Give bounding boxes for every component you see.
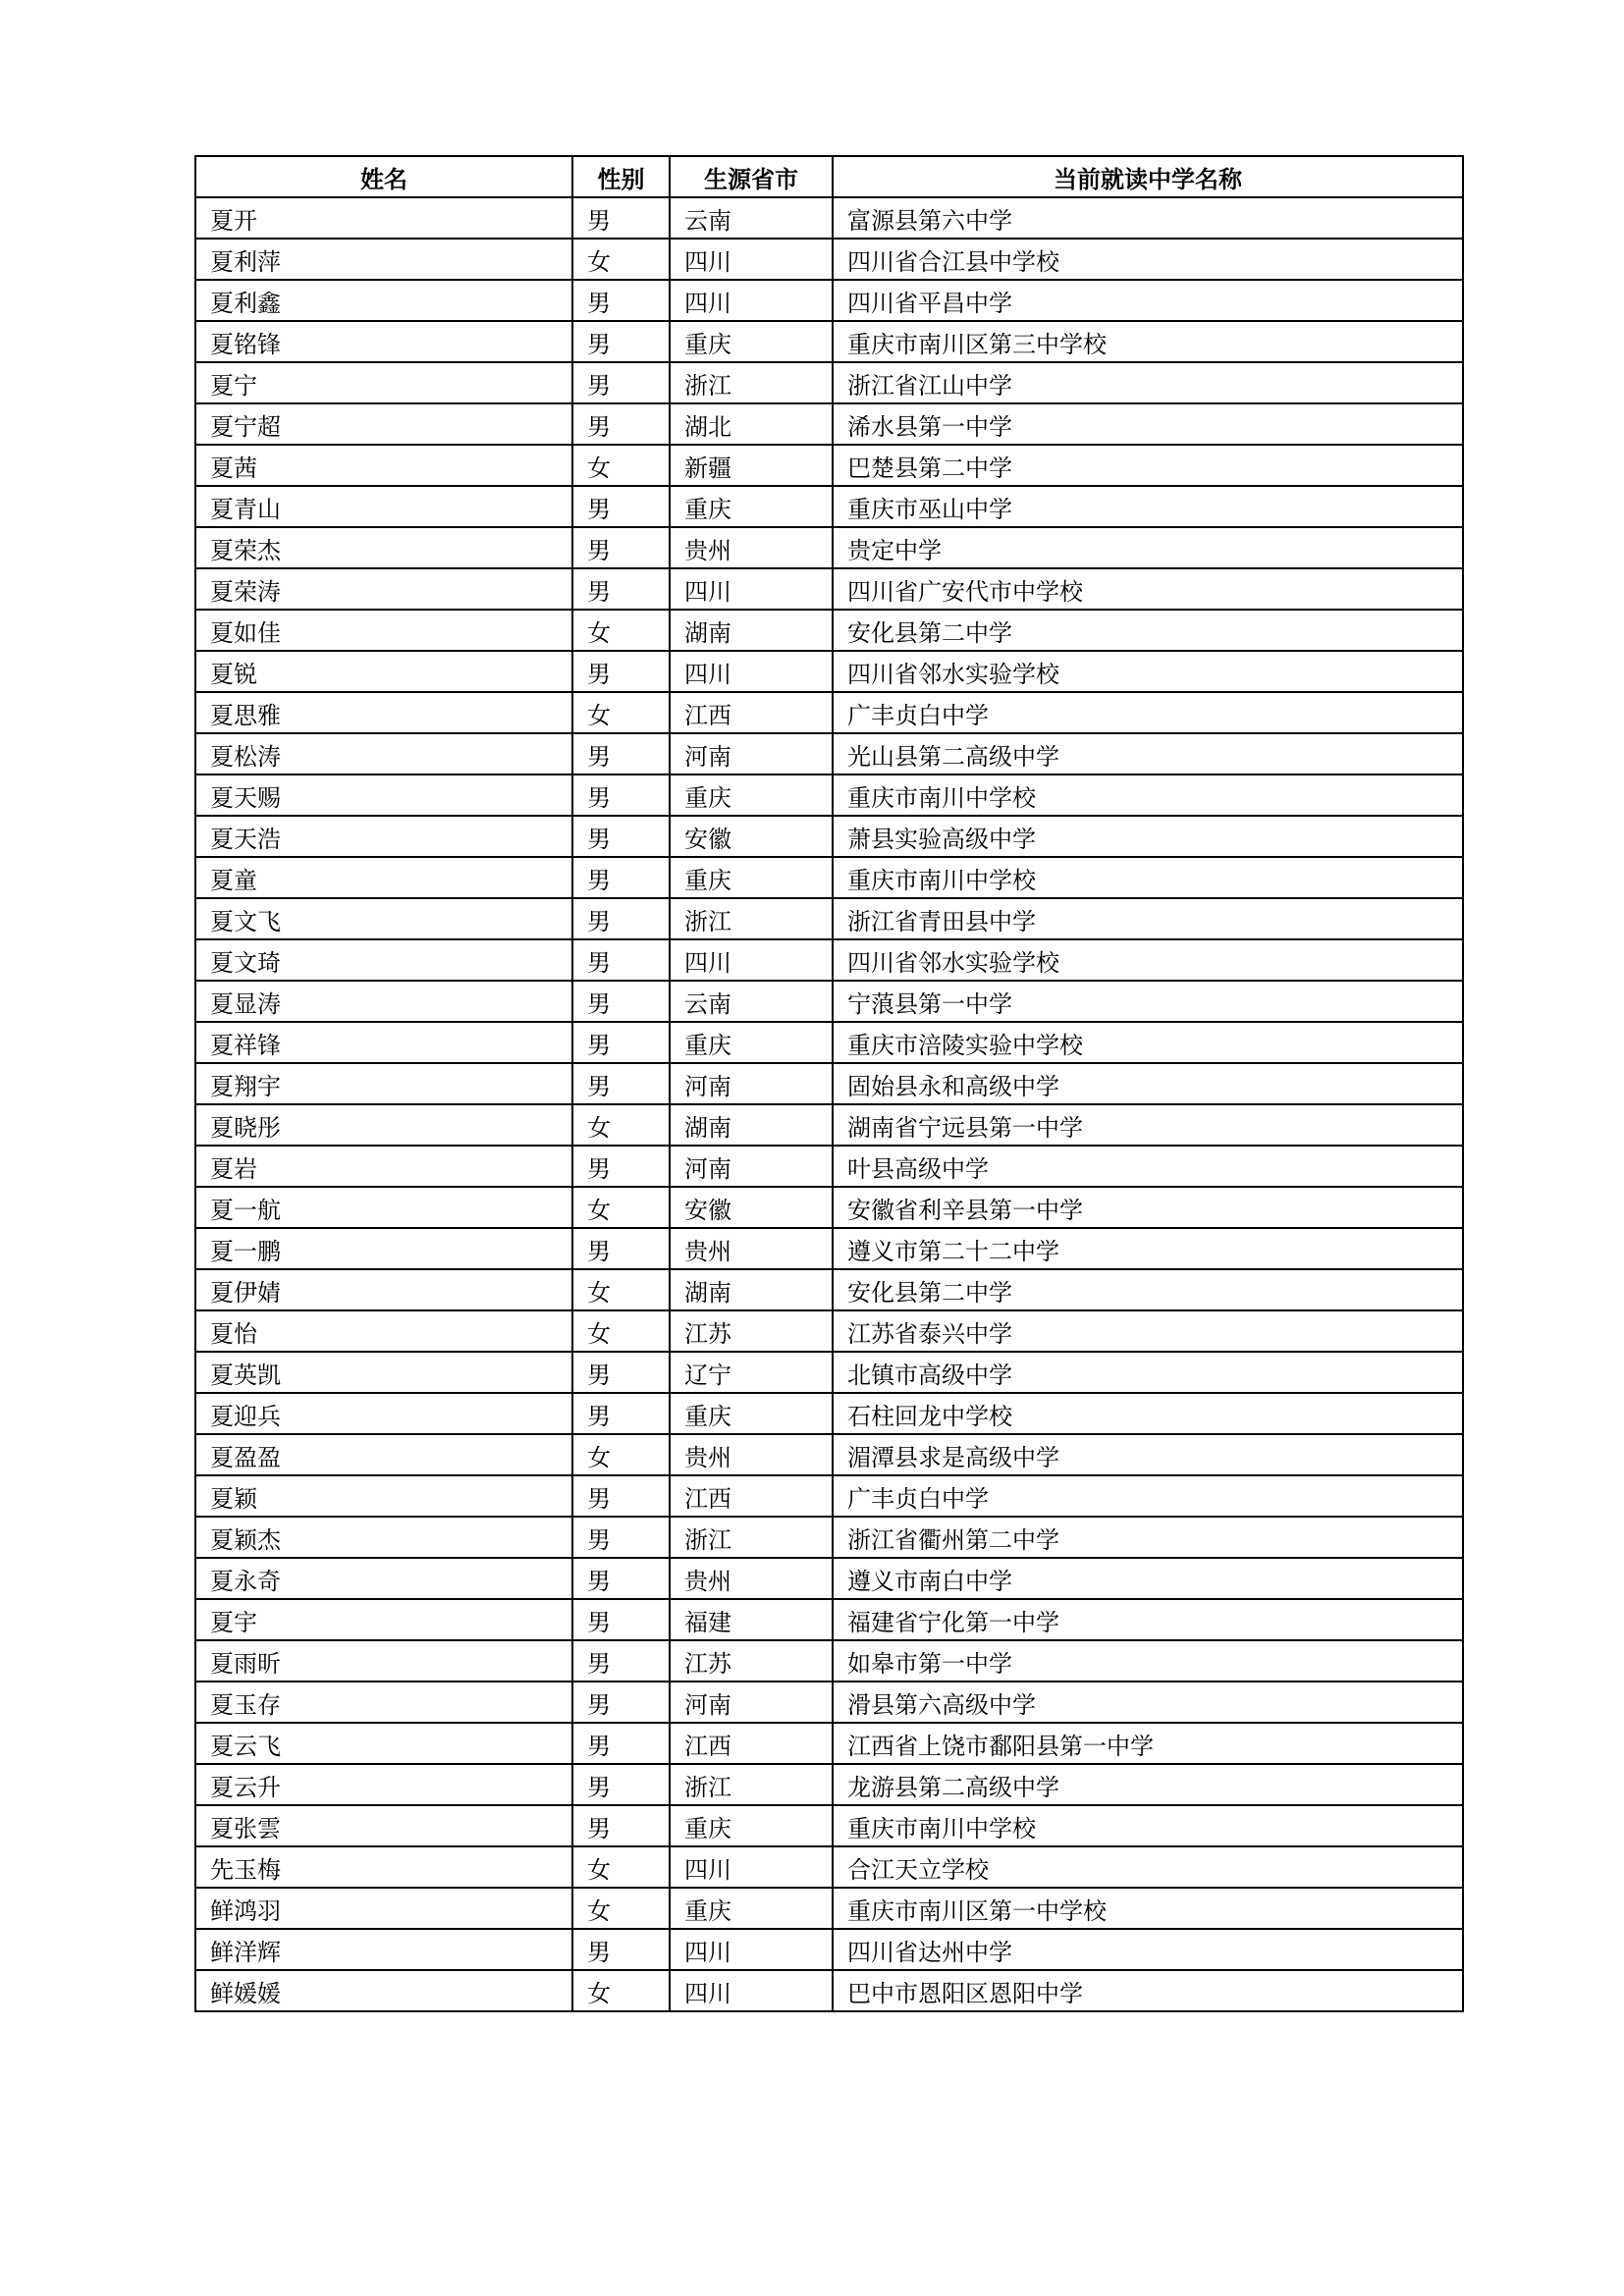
cell-province: 贵州 <box>670 1228 833 1269</box>
cell-gender: 男 <box>572 486 670 527</box>
cell-gender: 男 <box>572 898 670 939</box>
table-row <box>195 1846 1463 1888</box>
cell-school: 石柱回龙中学校 <box>833 1393 1463 1434</box>
cell-school: 重庆市南川中学校 <box>833 774 1463 816</box>
cell-gender: 男 <box>572 1352 670 1393</box>
cell-name: 夏荣杰 <box>195 527 572 568</box>
cell-province: 河南 <box>670 1682 833 1723</box>
table-row <box>195 403 1463 445</box>
cell-gender: 女 <box>572 1187 670 1228</box>
cell-gender: 男 <box>572 1682 670 1723</box>
cell-gender: 女 <box>572 1269 670 1310</box>
cell-school: 广丰贞白中学 <box>833 1475 1463 1517</box>
cell-gender: 男 <box>572 1723 670 1764</box>
cell-province: 重庆 <box>670 486 833 527</box>
cell-gender: 男 <box>572 1805 670 1846</box>
table-row <box>195 981 1463 1022</box>
student-table <box>194 155 1464 2012</box>
cell-name: 夏颖 <box>195 1475 572 1517</box>
cell-province: 湖南 <box>670 1269 833 1310</box>
header-school: 当前就读中学名称 <box>833 156 1463 197</box>
cell-gender: 男 <box>572 939 670 981</box>
cell-province: 湖南 <box>670 1104 833 1146</box>
cell-school: 叶县高级中学 <box>833 1146 1463 1187</box>
cell-province: 江西 <box>670 1723 833 1764</box>
cell-province: 四川 <box>670 568 833 610</box>
cell-gender: 女 <box>572 445 670 486</box>
cell-school: 巴中市恩阳区恩阳中学 <box>833 1970 1463 2011</box>
cell-province: 湖北 <box>670 403 833 445</box>
cell-gender: 男 <box>572 362 670 403</box>
cell-gender: 男 <box>572 651 670 692</box>
table-row <box>195 1104 1463 1146</box>
cell-school: 浙江省衢州第二中学 <box>833 1517 1463 1558</box>
table-row <box>195 1805 1463 1846</box>
cell-province: 重庆 <box>670 1805 833 1846</box>
cell-school: 四川省合江县中学校 <box>833 239 1463 280</box>
table-row <box>195 1352 1463 1393</box>
cell-gender: 男 <box>572 981 670 1022</box>
cell-province: 四川 <box>670 1929 833 1970</box>
cell-name: 夏铭锋 <box>195 321 572 362</box>
table-row <box>195 1764 1463 1805</box>
table-row <box>195 445 1463 486</box>
table-row <box>195 857 1463 898</box>
table-row <box>195 939 1463 981</box>
table-row <box>195 898 1463 939</box>
cell-province: 河南 <box>670 1146 833 1187</box>
cell-school: 福建省宁化第一中学 <box>833 1599 1463 1640</box>
table-row <box>195 733 1463 774</box>
cell-name: 夏张雲 <box>195 1805 572 1846</box>
cell-province: 四川 <box>670 651 833 692</box>
table-row <box>195 651 1463 692</box>
cell-province: 安徽 <box>670 1187 833 1228</box>
cell-school: 四川省邻水实验学校 <box>833 651 1463 692</box>
table-row <box>195 239 1463 280</box>
cell-province: 浙江 <box>670 898 833 939</box>
table-row <box>195 1682 1463 1723</box>
cell-gender: 男 <box>572 1022 670 1063</box>
cell-gender: 男 <box>572 403 670 445</box>
cell-name: 鲜洋辉 <box>195 1929 572 1970</box>
cell-gender: 男 <box>572 1063 670 1104</box>
cell-school: 四川省广安代市中学校 <box>833 568 1463 610</box>
cell-school: 湖南省宁远县第一中学 <box>833 1104 1463 1146</box>
cell-name: 夏思雅 <box>195 692 572 733</box>
table-row <box>195 1393 1463 1434</box>
cell-gender: 男 <box>572 733 670 774</box>
cell-name: 夏天赐 <box>195 774 572 816</box>
cell-name: 夏如佳 <box>195 610 572 651</box>
cell-gender: 男 <box>572 774 670 816</box>
cell-province: 贵州 <box>670 1434 833 1475</box>
table-row <box>195 1146 1463 1187</box>
table-row <box>195 1434 1463 1475</box>
cell-gender: 女 <box>572 239 670 280</box>
table-row <box>195 1310 1463 1352</box>
cell-school: 重庆市涪陵实验中学校 <box>833 1022 1463 1063</box>
table-row <box>195 1269 1463 1310</box>
cell-name: 夏利萍 <box>195 239 572 280</box>
cell-province: 浙江 <box>670 1517 833 1558</box>
cell-province: 重庆 <box>670 321 833 362</box>
cell-school: 广丰贞白中学 <box>833 692 1463 733</box>
cell-gender: 男 <box>572 568 670 610</box>
table-row <box>195 1187 1463 1228</box>
cell-name: 夏迎兵 <box>195 1393 572 1434</box>
table-row <box>195 1063 1463 1104</box>
cell-school: 重庆市南川中学校 <box>833 1805 1463 1846</box>
cell-school: 龙游县第二高级中学 <box>833 1764 1463 1805</box>
cell-gender: 女 <box>572 1846 670 1888</box>
cell-gender: 男 <box>572 1393 670 1434</box>
cell-province: 四川 <box>670 239 833 280</box>
cell-school: 重庆市南川区第三中学校 <box>833 321 1463 362</box>
cell-school: 浠水县第一中学 <box>833 403 1463 445</box>
cell-name: 夏宁 <box>195 362 572 403</box>
cell-school: 重庆市南川区第一中学校 <box>833 1888 1463 1929</box>
table-row <box>195 1888 1463 1929</box>
cell-province: 湖南 <box>670 610 833 651</box>
cell-school: 北镇市高级中学 <box>833 1352 1463 1393</box>
cell-school: 四川省平昌中学 <box>833 280 1463 321</box>
cell-province: 四川 <box>670 1970 833 2011</box>
cell-gender: 男 <box>572 1640 670 1682</box>
cell-name: 夏岩 <box>195 1146 572 1187</box>
table-row <box>195 610 1463 651</box>
cell-province: 四川 <box>670 280 833 321</box>
table-row <box>195 197 1463 239</box>
cell-school: 贵定中学 <box>833 527 1463 568</box>
cell-school: 遵义市南白中学 <box>833 1558 1463 1599</box>
cell-school: 萧县实验高级中学 <box>833 816 1463 857</box>
cell-name: 夏青山 <box>195 486 572 527</box>
cell-province: 云南 <box>670 981 833 1022</box>
cell-gender: 男 <box>572 857 670 898</box>
cell-province: 辽宁 <box>670 1352 833 1393</box>
table-row <box>195 1599 1463 1640</box>
cell-name: 夏天浩 <box>195 816 572 857</box>
cell-province: 重庆 <box>670 1888 833 1929</box>
table-row <box>195 774 1463 816</box>
table-row <box>195 1558 1463 1599</box>
cell-gender: 男 <box>572 816 670 857</box>
cell-name: 夏伊婧 <box>195 1269 572 1310</box>
cell-gender: 男 <box>572 197 670 239</box>
cell-school: 安徽省利辛县第一中学 <box>833 1187 1463 1228</box>
cell-school: 合江天立学校 <box>833 1846 1463 1888</box>
cell-gender: 男 <box>572 321 670 362</box>
table-row <box>195 568 1463 610</box>
cell-gender: 女 <box>572 1310 670 1352</box>
cell-gender: 男 <box>572 1228 670 1269</box>
table-row <box>195 362 1463 403</box>
cell-province: 重庆 <box>670 1393 833 1434</box>
cell-school: 固始县永和高级中学 <box>833 1063 1463 1104</box>
cell-name: 夏宇 <box>195 1599 572 1640</box>
cell-school: 安化县第二中学 <box>833 610 1463 651</box>
cell-school: 浙江省青田县中学 <box>833 898 1463 939</box>
cell-name: 夏怡 <box>195 1310 572 1352</box>
cell-province: 河南 <box>670 1063 833 1104</box>
cell-province: 四川 <box>670 1846 833 1888</box>
cell-name: 夏一鹏 <box>195 1228 572 1269</box>
cell-gender: 男 <box>572 1929 670 1970</box>
cell-school: 遵义市第二十二中学 <box>833 1228 1463 1269</box>
cell-name: 夏文飞 <box>195 898 572 939</box>
cell-name: 夏翔宇 <box>195 1063 572 1104</box>
table-row <box>195 486 1463 527</box>
cell-school: 江苏省泰兴中学 <box>833 1310 1463 1352</box>
cell-school: 如皋市第一中学 <box>833 1640 1463 1682</box>
cell-school: 光山县第二高级中学 <box>833 733 1463 774</box>
cell-name: 夏锐 <box>195 651 572 692</box>
cell-name: 夏祥锋 <box>195 1022 572 1063</box>
cell-name: 夏云飞 <box>195 1723 572 1764</box>
cell-gender: 女 <box>572 610 670 651</box>
cell-gender: 女 <box>572 1434 670 1475</box>
table-row <box>195 527 1463 568</box>
cell-province: 四川 <box>670 939 833 981</box>
cell-province: 重庆 <box>670 857 833 898</box>
cell-gender: 男 <box>572 1764 670 1805</box>
cell-school: 四川省邻水实验学校 <box>833 939 1463 981</box>
cell-province: 河南 <box>670 733 833 774</box>
table-row <box>195 1640 1463 1682</box>
cell-name: 鲜鸿羽 <box>195 1888 572 1929</box>
cell-province: 浙江 <box>670 362 833 403</box>
cell-name: 夏童 <box>195 857 572 898</box>
cell-province: 云南 <box>670 197 833 239</box>
cell-school: 巴楚县第二中学 <box>833 445 1463 486</box>
cell-gender: 男 <box>572 1517 670 1558</box>
cell-gender: 男 <box>572 280 670 321</box>
table-row <box>195 1723 1463 1764</box>
cell-school: 四川省达州中学 <box>833 1929 1463 1970</box>
cell-gender: 男 <box>572 527 670 568</box>
cell-school: 宁蒗县第一中学 <box>833 981 1463 1022</box>
cell-name: 夏盈盈 <box>195 1434 572 1475</box>
cell-name: 夏宁超 <box>195 403 572 445</box>
cell-province: 江西 <box>670 1475 833 1517</box>
table-row <box>195 280 1463 321</box>
cell-gender: 女 <box>572 692 670 733</box>
cell-gender: 女 <box>572 1888 670 1929</box>
table-row <box>195 816 1463 857</box>
cell-name: 夏晓彤 <box>195 1104 572 1146</box>
cell-gender: 男 <box>572 1146 670 1187</box>
cell-province: 浙江 <box>670 1764 833 1805</box>
cell-name: 夏雨昕 <box>195 1640 572 1682</box>
cell-school: 湄潭县求是高级中学 <box>833 1434 1463 1475</box>
table-row <box>195 1517 1463 1558</box>
cell-gender: 女 <box>572 1104 670 1146</box>
cell-name: 夏开 <box>195 197 572 239</box>
cell-school: 重庆市巫山中学 <box>833 486 1463 527</box>
cell-province: 重庆 <box>670 774 833 816</box>
cell-name: 夏一航 <box>195 1187 572 1228</box>
cell-province: 江苏 <box>670 1640 833 1682</box>
cell-school: 富源县第六中学 <box>833 197 1463 239</box>
table-row <box>195 1475 1463 1517</box>
header-gender: 性别 <box>572 156 670 197</box>
cell-school: 浙江省江山中学 <box>833 362 1463 403</box>
table-row <box>195 1228 1463 1269</box>
header-name: 姓名 <box>195 156 572 197</box>
cell-school: 滑县第六高级中学 <box>833 1682 1463 1723</box>
cell-name: 夏文琦 <box>195 939 572 981</box>
cell-province: 重庆 <box>670 1022 833 1063</box>
cell-name: 夏颖杰 <box>195 1517 572 1558</box>
cell-school: 重庆市南川中学校 <box>833 857 1463 898</box>
cell-province: 贵州 <box>670 1558 833 1599</box>
cell-name: 鲜媛媛 <box>195 1970 572 2011</box>
cell-name: 夏玉存 <box>195 1682 572 1723</box>
cell-province: 福建 <box>670 1599 833 1640</box>
cell-province: 贵州 <box>670 527 833 568</box>
cell-name: 先玉梅 <box>195 1846 572 1888</box>
cell-school: 安化县第二中学 <box>833 1269 1463 1310</box>
cell-gender: 女 <box>572 1970 670 2011</box>
cell-province: 新疆 <box>670 445 833 486</box>
table-row <box>195 1929 1463 1970</box>
table-row <box>195 692 1463 733</box>
table-row <box>195 1970 1463 2011</box>
cell-province: 江苏 <box>670 1310 833 1352</box>
cell-school: 江西省上饶市鄱阳县第一中学 <box>833 1723 1463 1764</box>
header-province: 生源省市 <box>670 156 833 197</box>
cell-province: 江西 <box>670 692 833 733</box>
cell-name: 夏茜 <box>195 445 572 486</box>
table-header-row <box>195 156 1463 197</box>
cell-name: 夏荣涛 <box>195 568 572 610</box>
cell-name: 夏云升 <box>195 1764 572 1805</box>
cell-name: 夏显涛 <box>195 981 572 1022</box>
cell-name: 夏松涛 <box>195 733 572 774</box>
cell-gender: 男 <box>572 1475 670 1517</box>
cell-gender: 男 <box>572 1558 670 1599</box>
cell-name: 夏永奇 <box>195 1558 572 1599</box>
cell-province: 安徽 <box>670 816 833 857</box>
table-row <box>195 321 1463 362</box>
cell-gender: 男 <box>572 1599 670 1640</box>
cell-name: 夏英凯 <box>195 1352 572 1393</box>
cell-name: 夏利鑫 <box>195 280 572 321</box>
table-row <box>195 1022 1463 1063</box>
